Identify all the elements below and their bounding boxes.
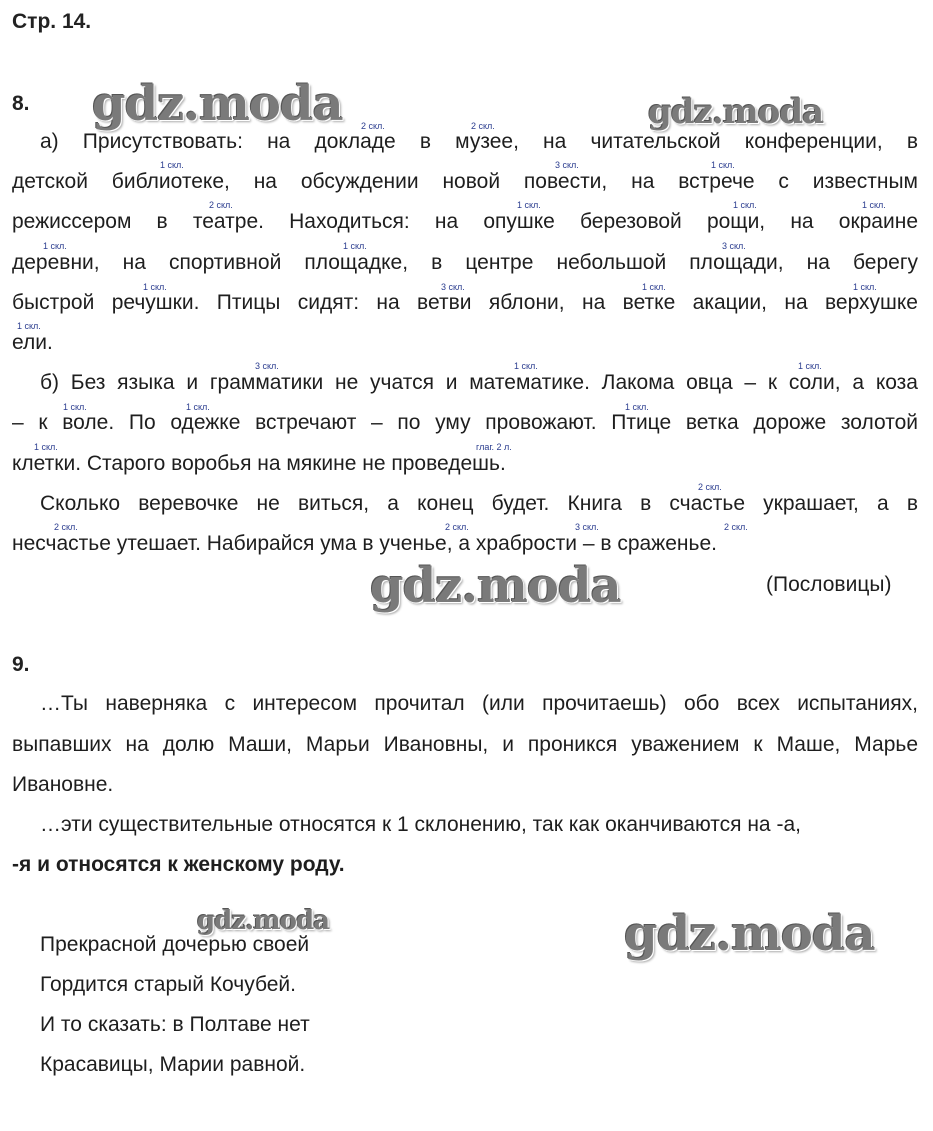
declension-note: 2 скл.	[54, 522, 78, 532]
task-8-line: несчастье утешает. Набирайся ума в ученье, а храбрости – в сраженье.	[12, 532, 717, 555]
declension-note: 1 скл.	[517, 200, 541, 210]
task-8-line: а) Присутствовать: на докладе в музее, на читательской конференции, в	[40, 130, 918, 153]
task-8-number: 8.	[12, 92, 30, 115]
watermark-logo: gdz.moda	[648, 92, 824, 132]
watermark-logo: gdz.moda	[92, 76, 343, 132]
declension-note: 2 скл.	[209, 200, 233, 210]
declension-note: 2 скл.	[361, 121, 385, 131]
task-8-line: деревни, на спортивной площадке, в центре небольшой площади, на берегу	[12, 251, 918, 274]
declension-note: 1 скл.	[733, 200, 757, 210]
task-8-line: б) Без языка и грамматики не учатся и математике. Лакома овца – к соли, а коза	[40, 371, 918, 394]
declension-note: 3 скл.	[722, 241, 746, 251]
declension-note: 3 скл.	[555, 160, 579, 170]
declension-note: 3 скл.	[441, 282, 465, 292]
task-9-line: …Ты наверняка с интересом прочитал (или прочитаешь) обо всех испытаниях,	[40, 692, 918, 715]
task-8-line: Сколько веревочке не виться, а конец будет. Книга в счастье украшает, а в	[40, 492, 918, 515]
poem-line: И то сказать: в Полтаве нет	[40, 1013, 310, 1036]
declension-note: 1 скл.	[43, 241, 67, 251]
declension-note: 1 скл.	[17, 321, 41, 331]
task-8-line: – к воле. По одежке встречают – по уму провожают. Птице ветка дороже золотой	[12, 411, 918, 434]
declension-note: 3 скл.	[575, 522, 599, 532]
declension-note: 1 скл.	[853, 282, 877, 292]
task-9-number: 9.	[12, 653, 30, 676]
declension-note: 1 скл.	[711, 160, 735, 170]
task-9-line: выпавших на долю Маши, Марьи Ивановны, и проникся уважением к Маше, Марье	[12, 733, 918, 756]
poem-line: Красавицы, Марии равной.	[40, 1053, 306, 1076]
task-8-line: ели.	[12, 331, 53, 354]
declension-note: 1 скл.	[343, 241, 367, 251]
declension-note: 1 скл.	[798, 361, 822, 371]
task-9-line: -я и относятся к женскому роду.	[12, 853, 345, 876]
declension-note: 1 скл.	[143, 282, 167, 292]
page-header: Стр. 14.	[12, 10, 92, 33]
declension-note: 1 скл.	[642, 282, 666, 292]
declension-note: 2 скл.	[471, 121, 495, 131]
task-9-line: Ивановне.	[12, 773, 114, 796]
watermark-logo: gdz.moda	[197, 906, 330, 936]
declension-note: 1 скл.	[514, 361, 538, 371]
declension-note: 1 скл.	[160, 160, 184, 170]
declension-note: 2 скл.	[445, 522, 469, 532]
task-8-line: детской библиотеке, на обсуждении новой повести, на встрече с известным	[12, 170, 918, 193]
declension-note: 2 скл.	[724, 522, 748, 532]
watermark-logo: gdz.moda	[370, 558, 621, 614]
declension-note: 1 скл.	[63, 402, 87, 412]
task-8-line: режиссером в театре. Находиться: на опушке березовой рощи, на окраине	[12, 210, 918, 233]
poem-line: Гордится старый Кочубей.	[40, 973, 296, 996]
task-8-line: клетки. Старого воробья на мякине не проведешь.	[12, 452, 506, 475]
task-8-source: (Пословицы)	[766, 573, 892, 596]
task-8-line: быстрой речушки. Птицы сидят: на ветви яблони, на ветке акации, на верхушке	[12, 291, 918, 314]
declension-note: 3 скл.	[255, 361, 279, 371]
poem-line: Прекрасной дочерью своей	[40, 933, 310, 956]
watermark-logo: gdz.moda	[624, 906, 875, 962]
declension-note: 1 скл.	[34, 442, 58, 452]
declension-note: 1 скл.	[625, 402, 649, 412]
declension-note: глаг. 2 л.	[476, 442, 512, 452]
declension-note: 1 скл.	[186, 402, 210, 412]
task-9-line: …эти существительные относятся к 1 склонению, так как оканчиваются на -а,	[40, 813, 801, 836]
declension-note: 1 скл.	[862, 200, 886, 210]
declension-note: 2 скл.	[698, 482, 722, 492]
